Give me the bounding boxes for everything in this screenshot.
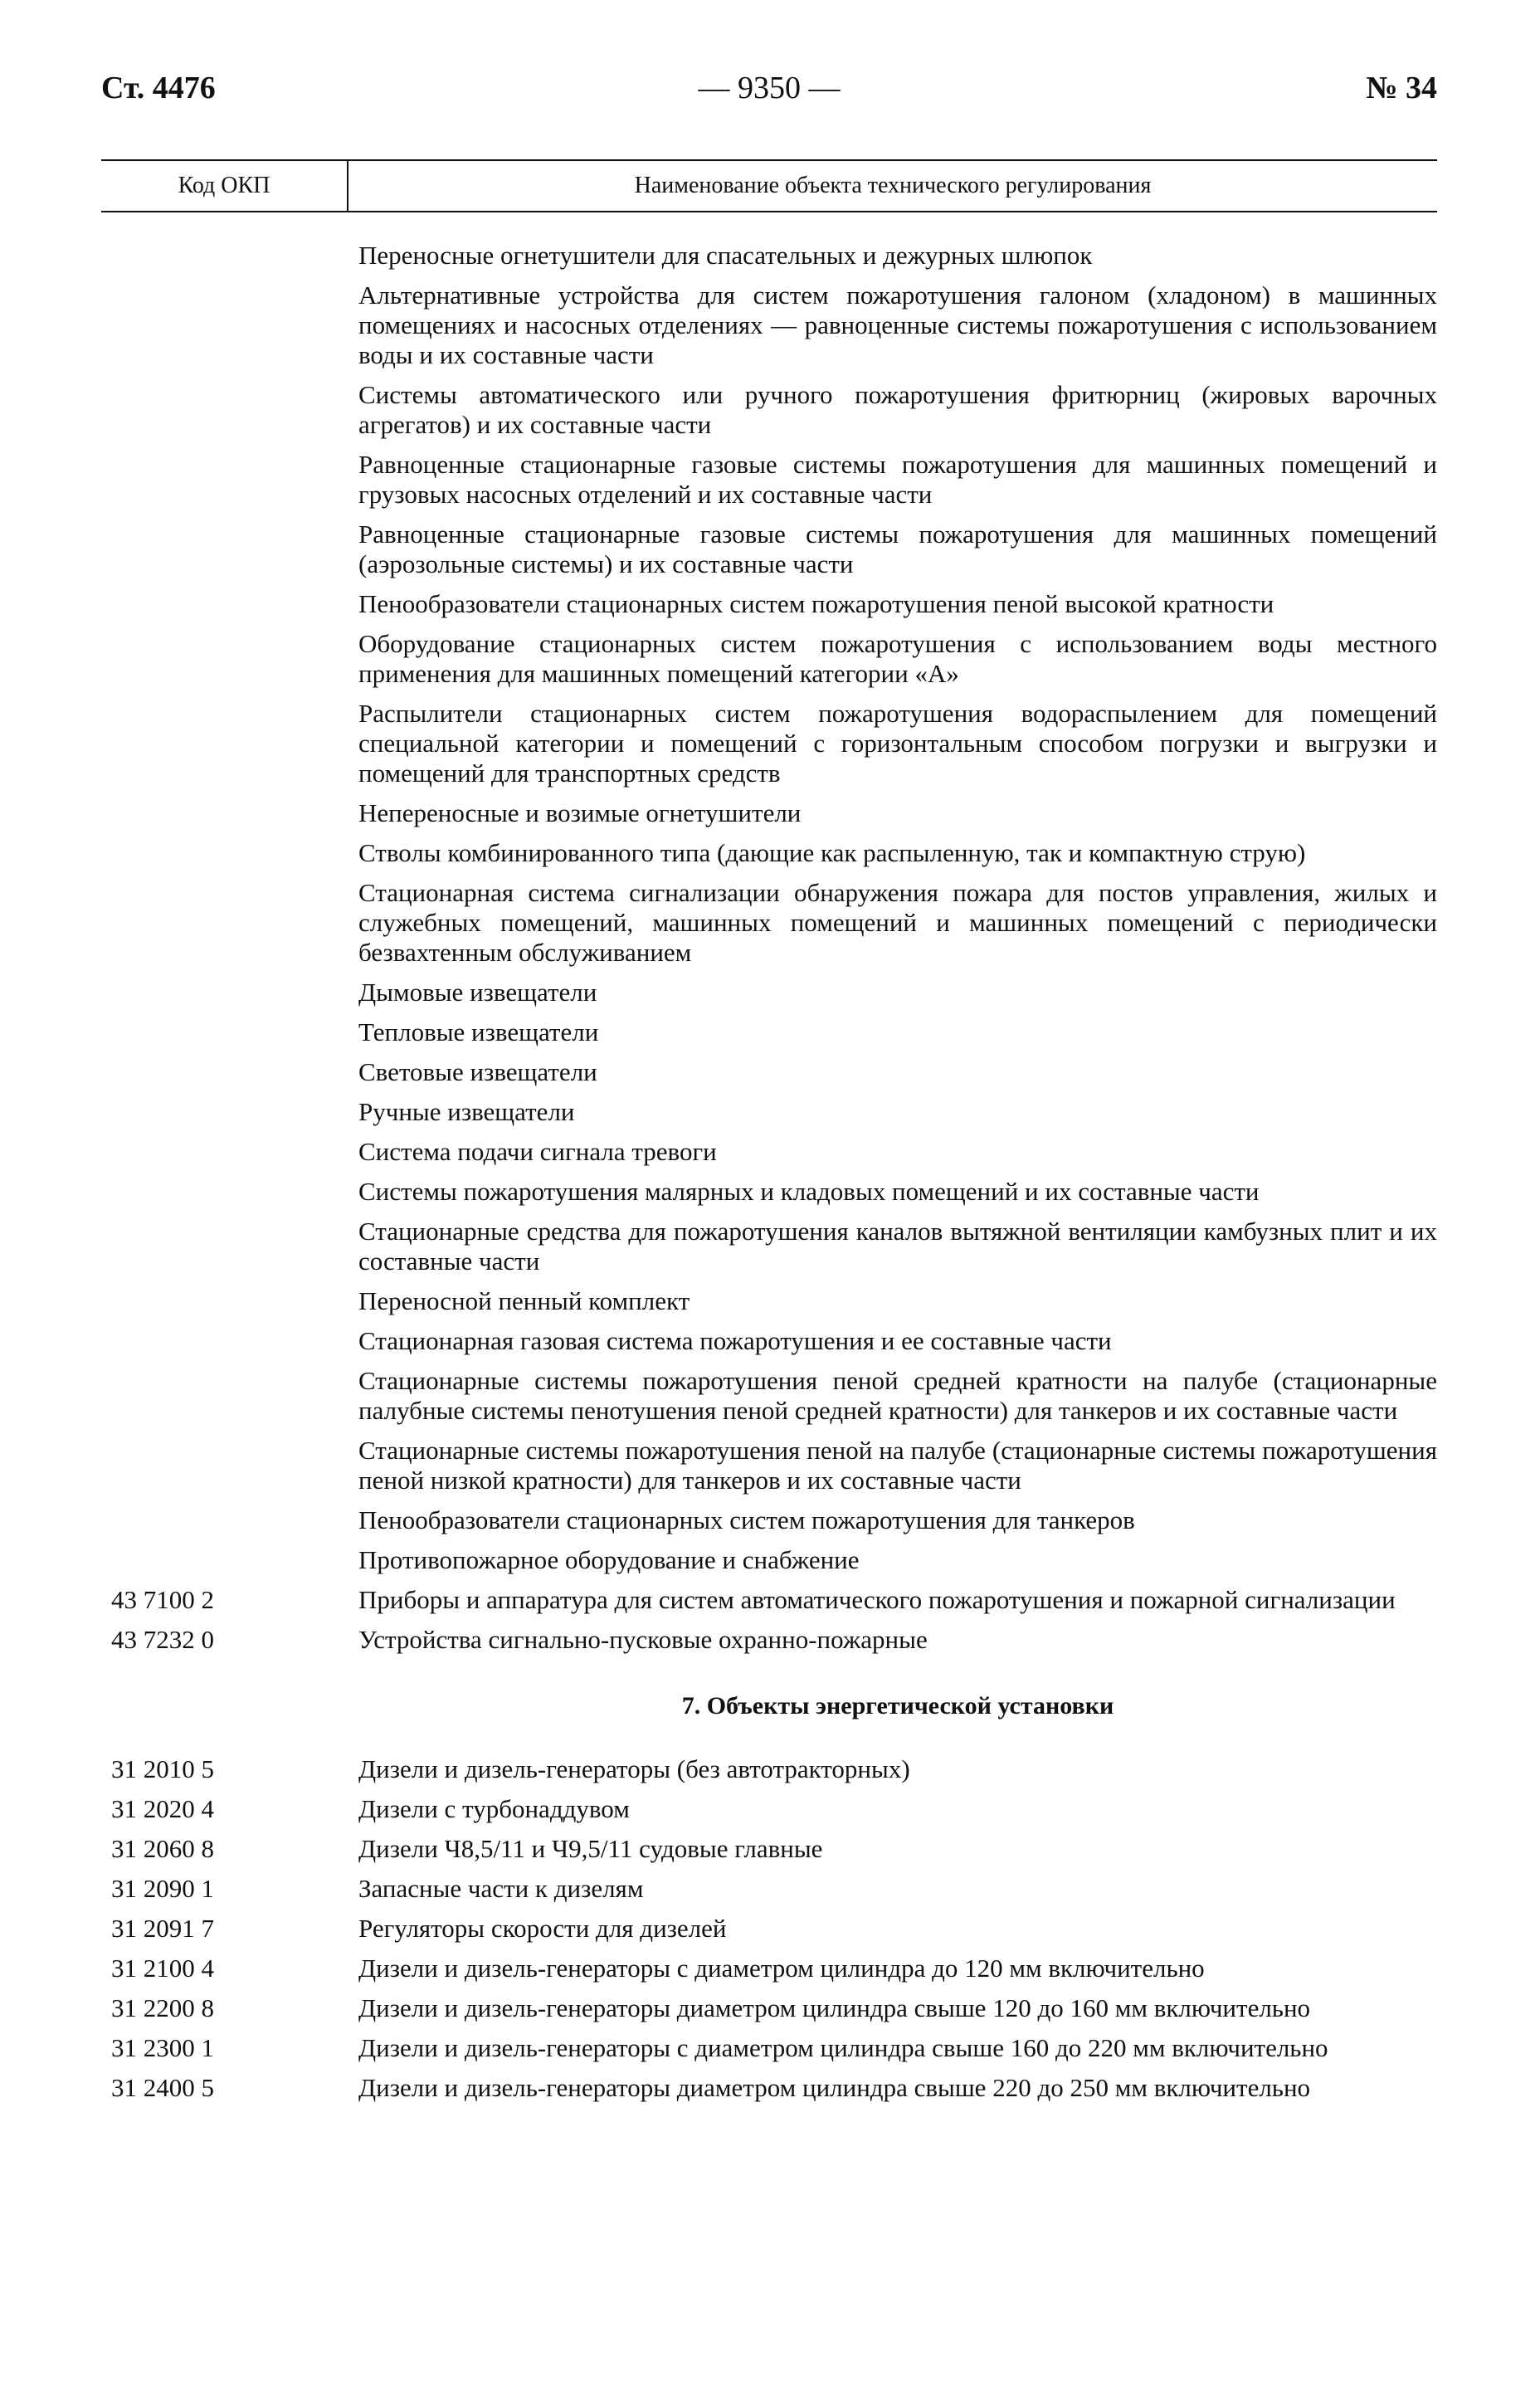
okp-code <box>101 280 358 370</box>
object-name: Дизели с турбонаддувом <box>358 1794 630 1823</box>
page-number: — 9350 — <box>698 71 841 105</box>
okp-code <box>101 1436 358 1495</box>
page-header <box>101 70 1437 116</box>
okp-code <box>101 1545 358 1575</box>
table-row <box>101 450 1437 510</box>
issue-number: № 34 <box>1366 71 1437 105</box>
object-name: Дымовые извещатели <box>358 978 597 1007</box>
object-name: Система подачи сигнала тревоги <box>358 1137 717 1166</box>
object-name: Дизели Ч8,5/11 и Ч9,5/11 судовые главные <box>358 1834 823 1863</box>
object-name: Пенообразователи стационарных систем пожаротушения пеной высокой кратности <box>358 589 1274 618</box>
table-body <box>101 241 1437 2103</box>
object-name: Системы пожаротушения малярных и кладовых помещений и их составные части <box>358 1177 1260 1206</box>
table-row <box>101 2073 1437 2103</box>
table-row <box>101 798 1437 828</box>
object-name: Переносные огнетушители для спасательных и дежурных шлюпок <box>358 241 1093 270</box>
table-header <box>101 159 1437 212</box>
table-row <box>101 838 1437 868</box>
okp-code <box>101 798 358 828</box>
object-name: Дизели и дизель-генераторы диаметром цилиндра свыше 220 до 250 мм включительно <box>358 2073 1311 2102</box>
table-row <box>101 978 1437 1007</box>
table-row <box>101 1794 1437 1824</box>
object-name: Стационарные системы пожаротушения пеной на палубе (стационарные системы пожаротушения пеной низкой кратности) для танкеров и их составные части <box>358 1436 1437 1495</box>
table-row <box>101 1754 1437 1784</box>
object-name: Пенообразователи стационарных систем пожаротушения для танкеров <box>358 1505 1135 1534</box>
okp-code <box>101 978 358 1007</box>
column-header-name: Наименование объекта технического регулирования <box>634 173 1152 198</box>
okp-code: 31 2091 7 <box>111 1914 214 1943</box>
table-row <box>101 1436 1437 1495</box>
object-name: Оборудование стационарных систем пожаротушения с использованием воды местного применения для машинных помещений категории «А» <box>358 629 1437 688</box>
table-row <box>101 1993 1437 2023</box>
table-row <box>101 1585 1437 1615</box>
object-name: Равноценные стационарные газовые системы пожаротушения для машинных помещений и грузовых насосных отделений и их составные части <box>358 450 1437 509</box>
object-name: Приборы и аппаратура для систем автоматического пожаротушения и пожарной сигнализации <box>358 1585 1396 1614</box>
table-row <box>101 1954 1437 1983</box>
object-name: Равноценные стационарные газовые системы пожаротушения для машинных помещений (аэрозольные системы) и их составные части <box>358 520 1437 578</box>
table-row <box>101 1874 1437 1904</box>
object-name: Дизели и дизель-генераторы с диаметром цилиндра свыше 160 до 220 мм включительно <box>358 2033 1328 2062</box>
object-name: Стационарная система сигнализации обнаружения пожара для постов управления, жилых и служебных помещений, машинных помещений и машинных помещений с периодически безвахтенным обслуживанием <box>358 878 1437 967</box>
okp-code <box>101 1137 358 1167</box>
object-name: Дизели и дизель-генераторы с диаметром цилиндра до 120 мм включительно <box>358 1954 1205 1983</box>
okp-code <box>101 1326 358 1356</box>
table-row <box>101 1914 1437 1944</box>
object-name: Стационарные средства для пожаротушения каналов вытяжной вентиляции камбузных плит и их составные части <box>358 1217 1437 1276</box>
object-name: Регуляторы скорости для дизелей <box>358 1914 727 1943</box>
table-row <box>101 629 1437 689</box>
object-name: Стволы комбинированного типа (дающие как распыленную, так и компактную струю) <box>358 838 1306 867</box>
table-row <box>101 699 1437 788</box>
table-row <box>101 1137 1437 1167</box>
okp-code <box>101 629 358 689</box>
table-row <box>101 1326 1437 1356</box>
object-name: Непереносные и возимые огнетушители <box>358 798 802 827</box>
table-row <box>101 1545 1437 1575</box>
object-name: Распылители стационарных систем пожаротушения водораспылением для помещений специальной категории и помещений с горизонтальным способом погрузки и выгрузки и помещений для транспортных средств <box>358 699 1437 788</box>
object-name: Системы автоматического или ручного пожаротушения фритюрниц (жировых варочных агрегатов) и их составные части <box>358 380 1437 439</box>
table-row <box>101 589 1437 619</box>
object-name: Ручные извещатели <box>358 1097 575 1126</box>
okp-code <box>101 878 358 968</box>
table-row <box>101 280 1437 370</box>
okp-code: 31 2060 8 <box>111 1834 214 1863</box>
object-name: Переносной пенный комплект <box>358 1286 690 1315</box>
okp-code: 43 7232 0 <box>111 1625 214 1654</box>
okp-code <box>101 1017 358 1047</box>
section-title: 7. Объекты энергетической установки <box>681 1692 1114 1720</box>
object-name: Световые извещатели <box>358 1057 597 1086</box>
table-row <box>101 1097 1437 1127</box>
object-name: Запасные части к дизелям <box>358 1874 644 1903</box>
okp-code: 31 2090 1 <box>111 1874 214 1903</box>
table-row <box>101 1834 1437 1864</box>
table-row <box>101 1217 1437 1276</box>
object-name: Дизели и дизель-генераторы (без автотракторных) <box>358 1754 910 1783</box>
okp-code <box>101 1057 358 1087</box>
table-row <box>101 1017 1437 1047</box>
okp-code <box>101 450 358 510</box>
object-name: Устройства сигнально-пусковые охранно-пожарные <box>358 1625 928 1654</box>
okp-code: 31 2300 1 <box>111 2033 214 2062</box>
table-row <box>101 1057 1437 1087</box>
okp-code: 31 2010 5 <box>111 1754 214 1783</box>
okp-code <box>101 520 358 579</box>
okp-code <box>101 380 358 440</box>
page-article-number: Ст. 4476 <box>101 71 216 105</box>
column-header-code: Код ОКП <box>101 161 348 211</box>
document-page <box>101 70 1437 2113</box>
okp-code <box>101 1177 358 1207</box>
okp-code: 31 2020 4 <box>111 1794 214 1823</box>
okp-code: 31 2400 5 <box>111 2073 214 2102</box>
table-row <box>101 241 1437 271</box>
okp-code <box>101 1286 358 1316</box>
table-row <box>101 1177 1437 1207</box>
okp-code <box>101 838 358 868</box>
okp-code <box>101 1097 358 1127</box>
object-name: Стационарные системы пожаротушения пеной средней кратности на палубе (стационарные палубные системы пенотушения пеной средней кратности) для танкеров и их составные части <box>358 1366 1437 1425</box>
okp-code <box>101 1217 358 1276</box>
okp-code <box>101 1366 358 1426</box>
table-row <box>101 380 1437 440</box>
table-rows-part2 <box>101 1754 1437 2103</box>
okp-code: 31 2200 8 <box>111 1993 214 2022</box>
okp-code: 43 7100 2 <box>111 1585 214 1614</box>
object-name: Тепловые извещатели <box>358 1017 599 1046</box>
table-row <box>101 1366 1437 1426</box>
okp-code <box>101 699 358 788</box>
object-name: Альтернативные устройства для систем пожаротушения галоном (хладоном) в машинных помещениях и насосных отделениях — равноценные системы пожаротушения с использованием воды и их составные части <box>358 280 1437 369</box>
table-row <box>101 878 1437 968</box>
okp-code: 31 2100 4 <box>111 1954 214 1983</box>
table-rows-part1 <box>101 241 1437 1655</box>
okp-code <box>101 589 358 619</box>
table-row <box>101 2033 1437 2063</box>
object-name: Стационарная газовая система пожаротушения и ее составные части <box>358 1326 1112 1355</box>
okp-code <box>101 1505 358 1535</box>
object-name: Противопожарное оборудование и снабжение <box>358 1545 860 1574</box>
table-row <box>101 520 1437 579</box>
table-row <box>101 1505 1437 1535</box>
object-name: Дизели и дизель-генераторы диаметром цилиндра свыше 120 до 160 мм включительно <box>358 1993 1311 2022</box>
table-row <box>101 1625 1437 1655</box>
okp-code <box>101 241 358 271</box>
table-row <box>101 1286 1437 1316</box>
